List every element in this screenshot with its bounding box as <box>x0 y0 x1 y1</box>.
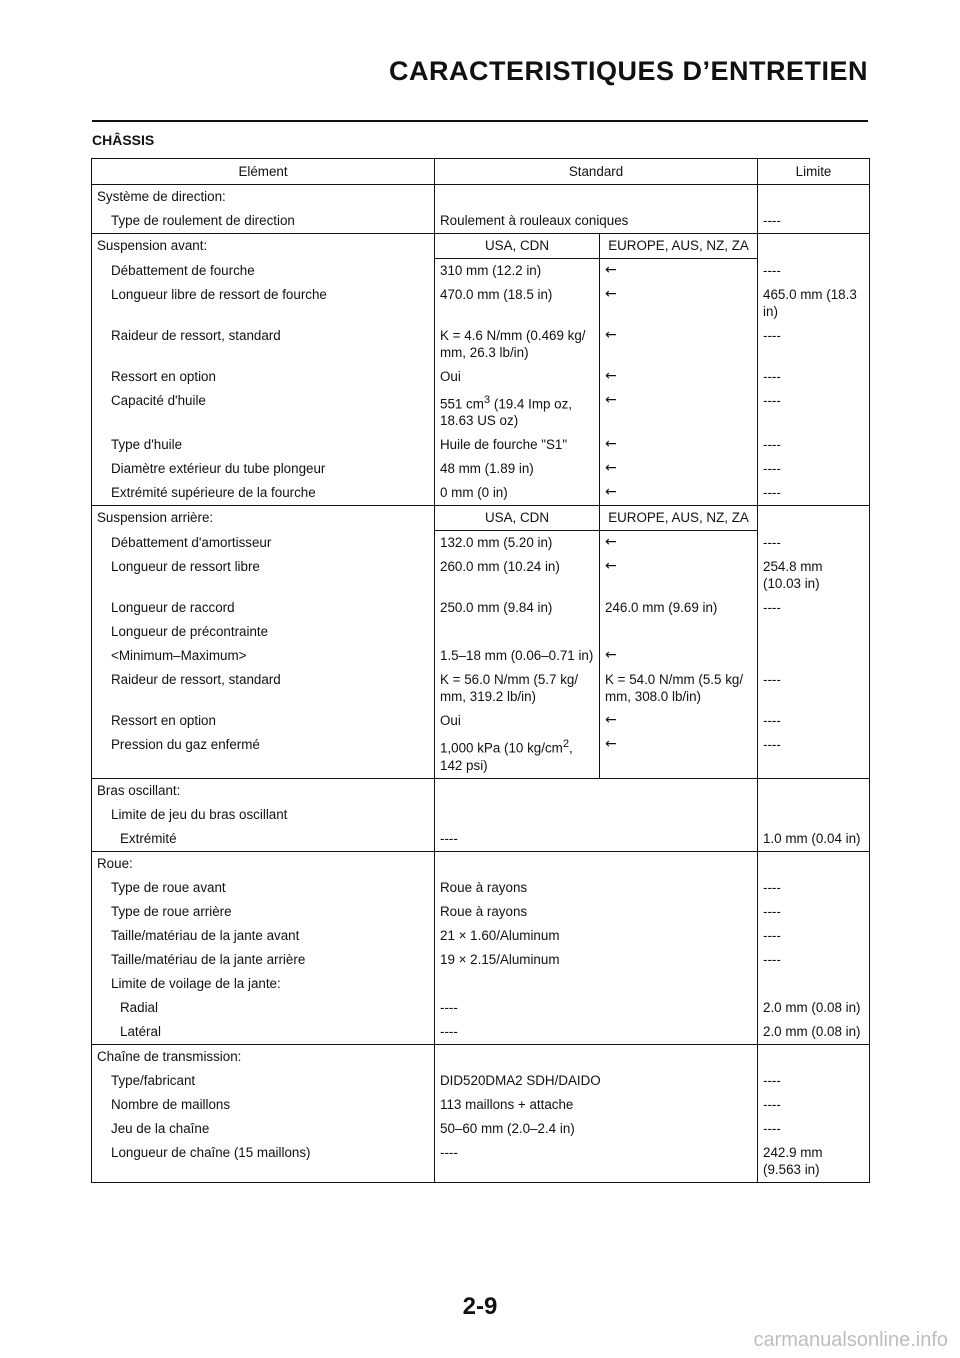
header-element: Elément <box>92 159 435 185</box>
row-value-b: ← <box>600 259 758 284</box>
row-limit: 465.0 mm (18.3 in) <box>758 283 870 324</box>
region-a: USA, CDN <box>435 506 600 531</box>
row-label: Type/fabricant <box>92 1069 435 1093</box>
row-limit: ---- <box>758 389 870 433</box>
row-value-b: ← <box>600 324 758 365</box>
row-value: ---- <box>435 996 758 1020</box>
group-label: Système de direction: <box>92 185 435 210</box>
table-row <box>92 531 870 556</box>
row-limit: 2.0 mm (0.08 in) <box>758 1020 870 1045</box>
row-limit: ---- <box>758 1093 870 1117</box>
table-row <box>92 234 870 259</box>
row-label: Débattement d'amortisseur <box>92 531 435 556</box>
table-row <box>92 389 870 433</box>
table-header-row <box>92 159 870 185</box>
row-label: Ressort en option <box>92 709 435 733</box>
table-row <box>92 433 870 457</box>
row-value-b: ← <box>600 733 758 778</box>
row-value-a: 250.0 mm (9.84 in) <box>435 596 600 620</box>
row-value-a: 260.0 mm (10.24 in) <box>435 555 600 596</box>
table-row <box>92 644 870 668</box>
row-label: Ressort en option <box>92 365 435 389</box>
row-label: Jeu de la chaîne <box>92 1117 435 1141</box>
region-b: EUROPE, AUS, NZ, ZA <box>600 506 758 531</box>
group-label: Suspension avant: <box>92 234 435 259</box>
group-label: Roue: <box>92 851 435 876</box>
row-limit: ---- <box>758 259 870 284</box>
row-limit: ---- <box>758 457 870 481</box>
row-limit: ---- <box>758 948 870 972</box>
row-label: Longueur libre de ressort de fourche <box>92 283 435 324</box>
row-label: Taille/matériau de la jante avant <box>92 924 435 948</box>
region-a: USA, CDN <box>435 234 600 259</box>
table-row <box>92 324 870 365</box>
row-value-a <box>435 620 600 644</box>
row-limit: ---- <box>758 531 870 556</box>
row-limit: ---- <box>758 900 870 924</box>
row-value-b: ← <box>600 457 758 481</box>
row-value-b: ← <box>600 389 758 433</box>
row-value-a: Huile de fourche "S1" <box>435 433 600 457</box>
section-heading: CHÂSSIS <box>92 132 155 148</box>
row-value-a: 551 $cm^3$ (19.4 Imp oz, 18.63 US oz) <box>435 389 600 433</box>
row-limit: ---- <box>758 433 870 457</box>
row-label: Longueur de précontrainte <box>92 620 435 644</box>
spec-table <box>91 158 870 1183</box>
watermark: carmanualsonline.info <box>753 1329 948 1351</box>
table-row <box>92 851 870 876</box>
row-value: 50–60 mm (2.0–2.4 in) <box>435 1117 758 1141</box>
row-value-a: K = 4.6 N/mm (0.469 kg/ mm, 26.3 lb/in) <box>435 324 600 365</box>
row-limit <box>758 644 870 668</box>
row-label: Pression du gaz enfermé <box>92 733 435 778</box>
table-row <box>92 1141 870 1183</box>
row-value-b: ← <box>600 283 758 324</box>
row-label: Raideur de ressort, standard <box>92 668 435 709</box>
row-label: Nombre de maillons <box>92 1093 435 1117</box>
table-row <box>92 185 870 210</box>
row-label: Type de roulement de direction <box>92 209 435 234</box>
table-row <box>92 709 870 733</box>
row-value: ---- <box>435 827 758 852</box>
row-value: Roue à rayons <box>435 900 758 924</box>
row-label: Latéral <box>92 1020 435 1045</box>
row-label: Capacité d'huile <box>92 389 435 433</box>
table-row <box>92 996 870 1020</box>
table-row <box>92 596 870 620</box>
row-limit: ---- <box>758 481 870 506</box>
region-b: EUROPE, AUS, NZ, ZA <box>600 234 758 259</box>
row-limit: ---- <box>758 876 870 900</box>
table-row <box>92 948 870 972</box>
table-row <box>92 1069 870 1093</box>
row-value: Roue à rayons <box>435 876 758 900</box>
table-row <box>92 876 870 900</box>
table-row <box>92 972 870 996</box>
group-label: Bras oscillant: <box>92 778 435 803</box>
row-limit: ---- <box>758 668 870 709</box>
row-label: Longueur de raccord <box>92 596 435 620</box>
page-number: 2-9 <box>462 1293 498 1320</box>
table-row <box>92 555 870 596</box>
row-value: ---- <box>435 1141 758 1183</box>
header-standard: Standard <box>435 159 758 185</box>
row-label: Limite de voilage de la jante: <box>92 972 435 996</box>
row-value-b: ← <box>600 481 758 506</box>
row-limit: 254.8 mm (10.03 in) <box>758 555 870 596</box>
row-limit: ---- <box>758 365 870 389</box>
table-row <box>92 1020 870 1045</box>
row-value-a: Oui <box>435 365 600 389</box>
group-label: Suspension arrière: <box>92 506 435 531</box>
row-label: Extrémité <box>92 827 435 852</box>
header-limit: Limite <box>758 159 870 185</box>
row-limit: ---- <box>758 324 870 365</box>
table-row <box>92 803 870 827</box>
table-row <box>92 457 870 481</box>
row-value-b: ← <box>600 433 758 457</box>
row-limit: ---- <box>758 1069 870 1093</box>
row-label: Type d'huile <box>92 433 435 457</box>
row-value: 19 × 2.15/Aluminum <box>435 948 758 972</box>
row-limit: 242.9 mm (9.563 in) <box>758 1141 870 1183</box>
row-limit: ---- <box>758 596 870 620</box>
row-value-b: ← <box>600 555 758 596</box>
row-label: Type de roue arrière <box>92 900 435 924</box>
table-row <box>92 1044 870 1069</box>
table-row <box>92 900 870 924</box>
row-value-a: 1,000 kPa (10 $kg/cm^2$, 142 psi) <box>435 733 600 778</box>
row-value-a: 0 mm (0 in) <box>435 481 600 506</box>
table-row <box>92 209 870 234</box>
row-value-a: 470.0 mm (18.5 in) <box>435 283 600 324</box>
row-label: Limite de jeu du bras oscillant <box>92 803 435 827</box>
row-limit: 2.0 mm (0.08 in) <box>758 996 870 1020</box>
row-limit: ---- <box>758 209 870 234</box>
row-limit: ---- <box>758 733 870 778</box>
table-row <box>92 1117 870 1141</box>
row-limit <box>758 620 870 644</box>
row-value-a: K = 56.0 N/mm (5.7 kg/ mm, 319.2 lb/in) <box>435 668 600 709</box>
row-value: Roulement à rouleaux coniques <box>435 209 758 234</box>
table-row <box>92 1093 870 1117</box>
row-value-b: ← <box>600 644 758 668</box>
table-row <box>92 283 870 324</box>
row-limit: ---- <box>758 924 870 948</box>
row-value: 113 maillons + attache <box>435 1093 758 1117</box>
row-value-b: K = 54.0 N/mm (5.5 kg/ mm, 308.0 lb/in) <box>600 668 758 709</box>
row-label: Raideur de ressort, standard <box>92 324 435 365</box>
row-limit: 1.0 mm (0.04 in) <box>758 827 870 852</box>
row-value-a: 310 mm (12.2 in) <box>435 259 600 284</box>
row-label: Type de roue avant <box>92 876 435 900</box>
row-label: Longueur de ressort libre <box>92 555 435 596</box>
row-limit: ---- <box>758 709 870 733</box>
title-rule <box>92 120 868 122</box>
row-label: Radial <box>92 996 435 1020</box>
row-label: Débattement de fourche <box>92 259 435 284</box>
table-row <box>92 620 870 644</box>
row-value-b: ← <box>600 531 758 556</box>
page-title: CARACTERISTIQUES D’ENTRETIEN <box>388 56 868 86</box>
table-row <box>92 733 870 778</box>
row-value-a: 48 mm (1.89 in) <box>435 457 600 481</box>
row-value: 21 × 1.60/Aluminum <box>435 924 758 948</box>
table-row <box>92 924 870 948</box>
row-label: Diamètre extérieur du tube plongeur <box>92 457 435 481</box>
table-row <box>92 668 870 709</box>
row-label: Extrémité supérieure de la fourche <box>92 481 435 506</box>
row-value-a: 1.5–18 mm (0.06–0.71 in) <box>435 644 600 668</box>
row-value-b: 246.0 mm (9.69 in) <box>600 596 758 620</box>
row-limit: ---- <box>758 1117 870 1141</box>
row-label: <Minimum–Maximum> <box>92 644 435 668</box>
table-row <box>92 259 870 284</box>
row-label: Taille/matériau de la jante arrière <box>92 948 435 972</box>
row-value: DID520DMA2 SDH/DAIDO <box>435 1069 758 1093</box>
table-row <box>92 827 870 852</box>
table-row <box>92 481 870 506</box>
row-value-a: 132.0 mm (5.20 in) <box>435 531 600 556</box>
row-value-b: ← <box>600 365 758 389</box>
row-value-b <box>600 620 758 644</box>
table-row <box>92 506 870 531</box>
table-row <box>92 778 870 803</box>
row-value: ---- <box>435 1020 758 1045</box>
table-row <box>92 365 870 389</box>
row-value-b: ← <box>600 709 758 733</box>
group-label: Chaîne de transmission: <box>92 1044 435 1069</box>
row-value-a: Oui <box>435 709 600 733</box>
row-label: Longueur de chaîne (15 maillons) <box>92 1141 435 1183</box>
